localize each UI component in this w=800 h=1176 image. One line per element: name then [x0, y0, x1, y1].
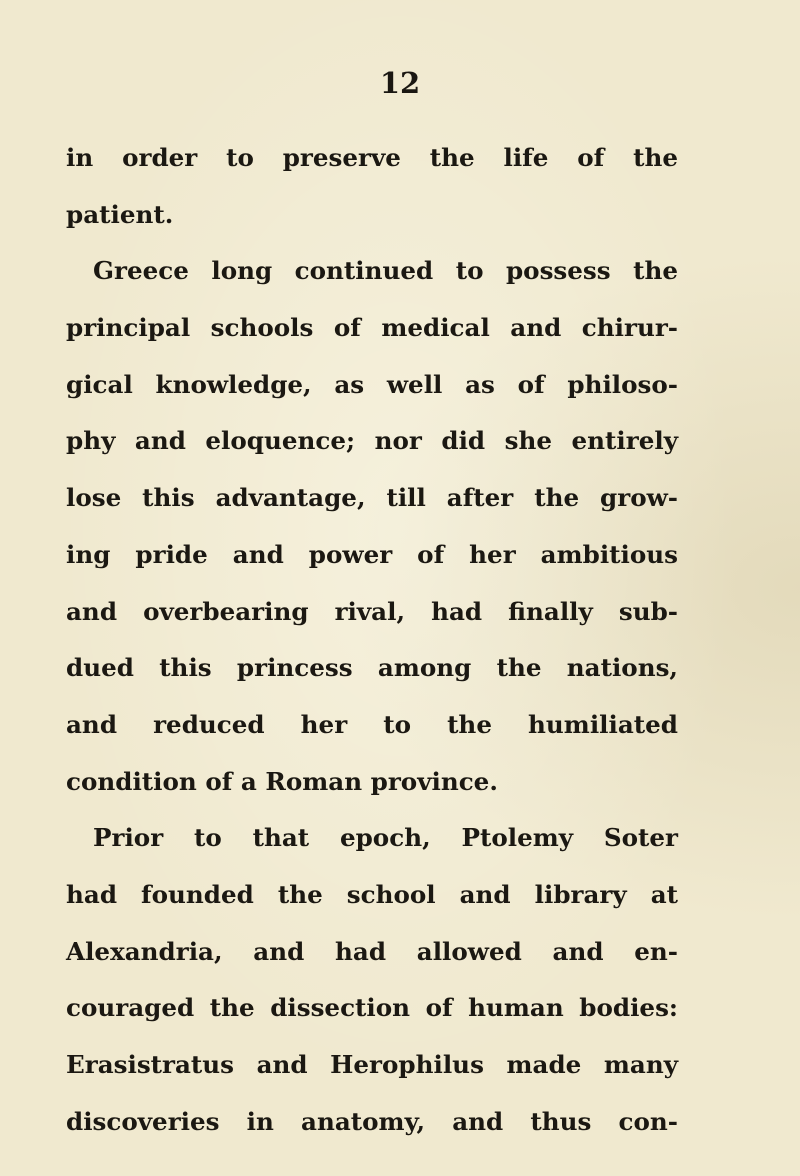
text-line: in order to preserve the life of the [66, 143, 678, 172]
text-line: phy and eloquence; nor did she entirely [66, 426, 678, 456]
text-line: principal schools of medical and chirur- [66, 313, 678, 343]
text-line: Erasistratus and Herophilus made many [66, 1050, 678, 1079]
text-line: patient. [66, 199, 174, 229]
body-text [66, 130, 678, 1150]
text-line: ing pride and power of her ambitious [66, 539, 678, 569]
text-line: had founded the school and library at [66, 879, 678, 909]
text-line: condition of a Roman province. [66, 766, 498, 796]
text-line: gical knowledge, as well as of philoso- [66, 369, 678, 399]
text-line: Alexandria, and had allowed and en- [66, 936, 678, 966]
text-line: lose this advantage, till after the grow- [66, 483, 678, 513]
page-number: 12 [379, 66, 421, 100]
text-line: discoveries in anatomy, and thus con- [66, 1106, 678, 1136]
text-line: dued this princess among the nations, [66, 653, 678, 683]
text-line: and overbearing rival, had finally sub- [66, 596, 678, 626]
text-line: and reduced her to the humiliated [66, 709, 678, 739]
text-line: Greece long continued to possess the [93, 256, 678, 286]
text-line: Prior to that epoch, Ptolemy Soter [93, 823, 678, 853]
text-line: couraged the dissection of human bodies: [66, 993, 678, 1023]
